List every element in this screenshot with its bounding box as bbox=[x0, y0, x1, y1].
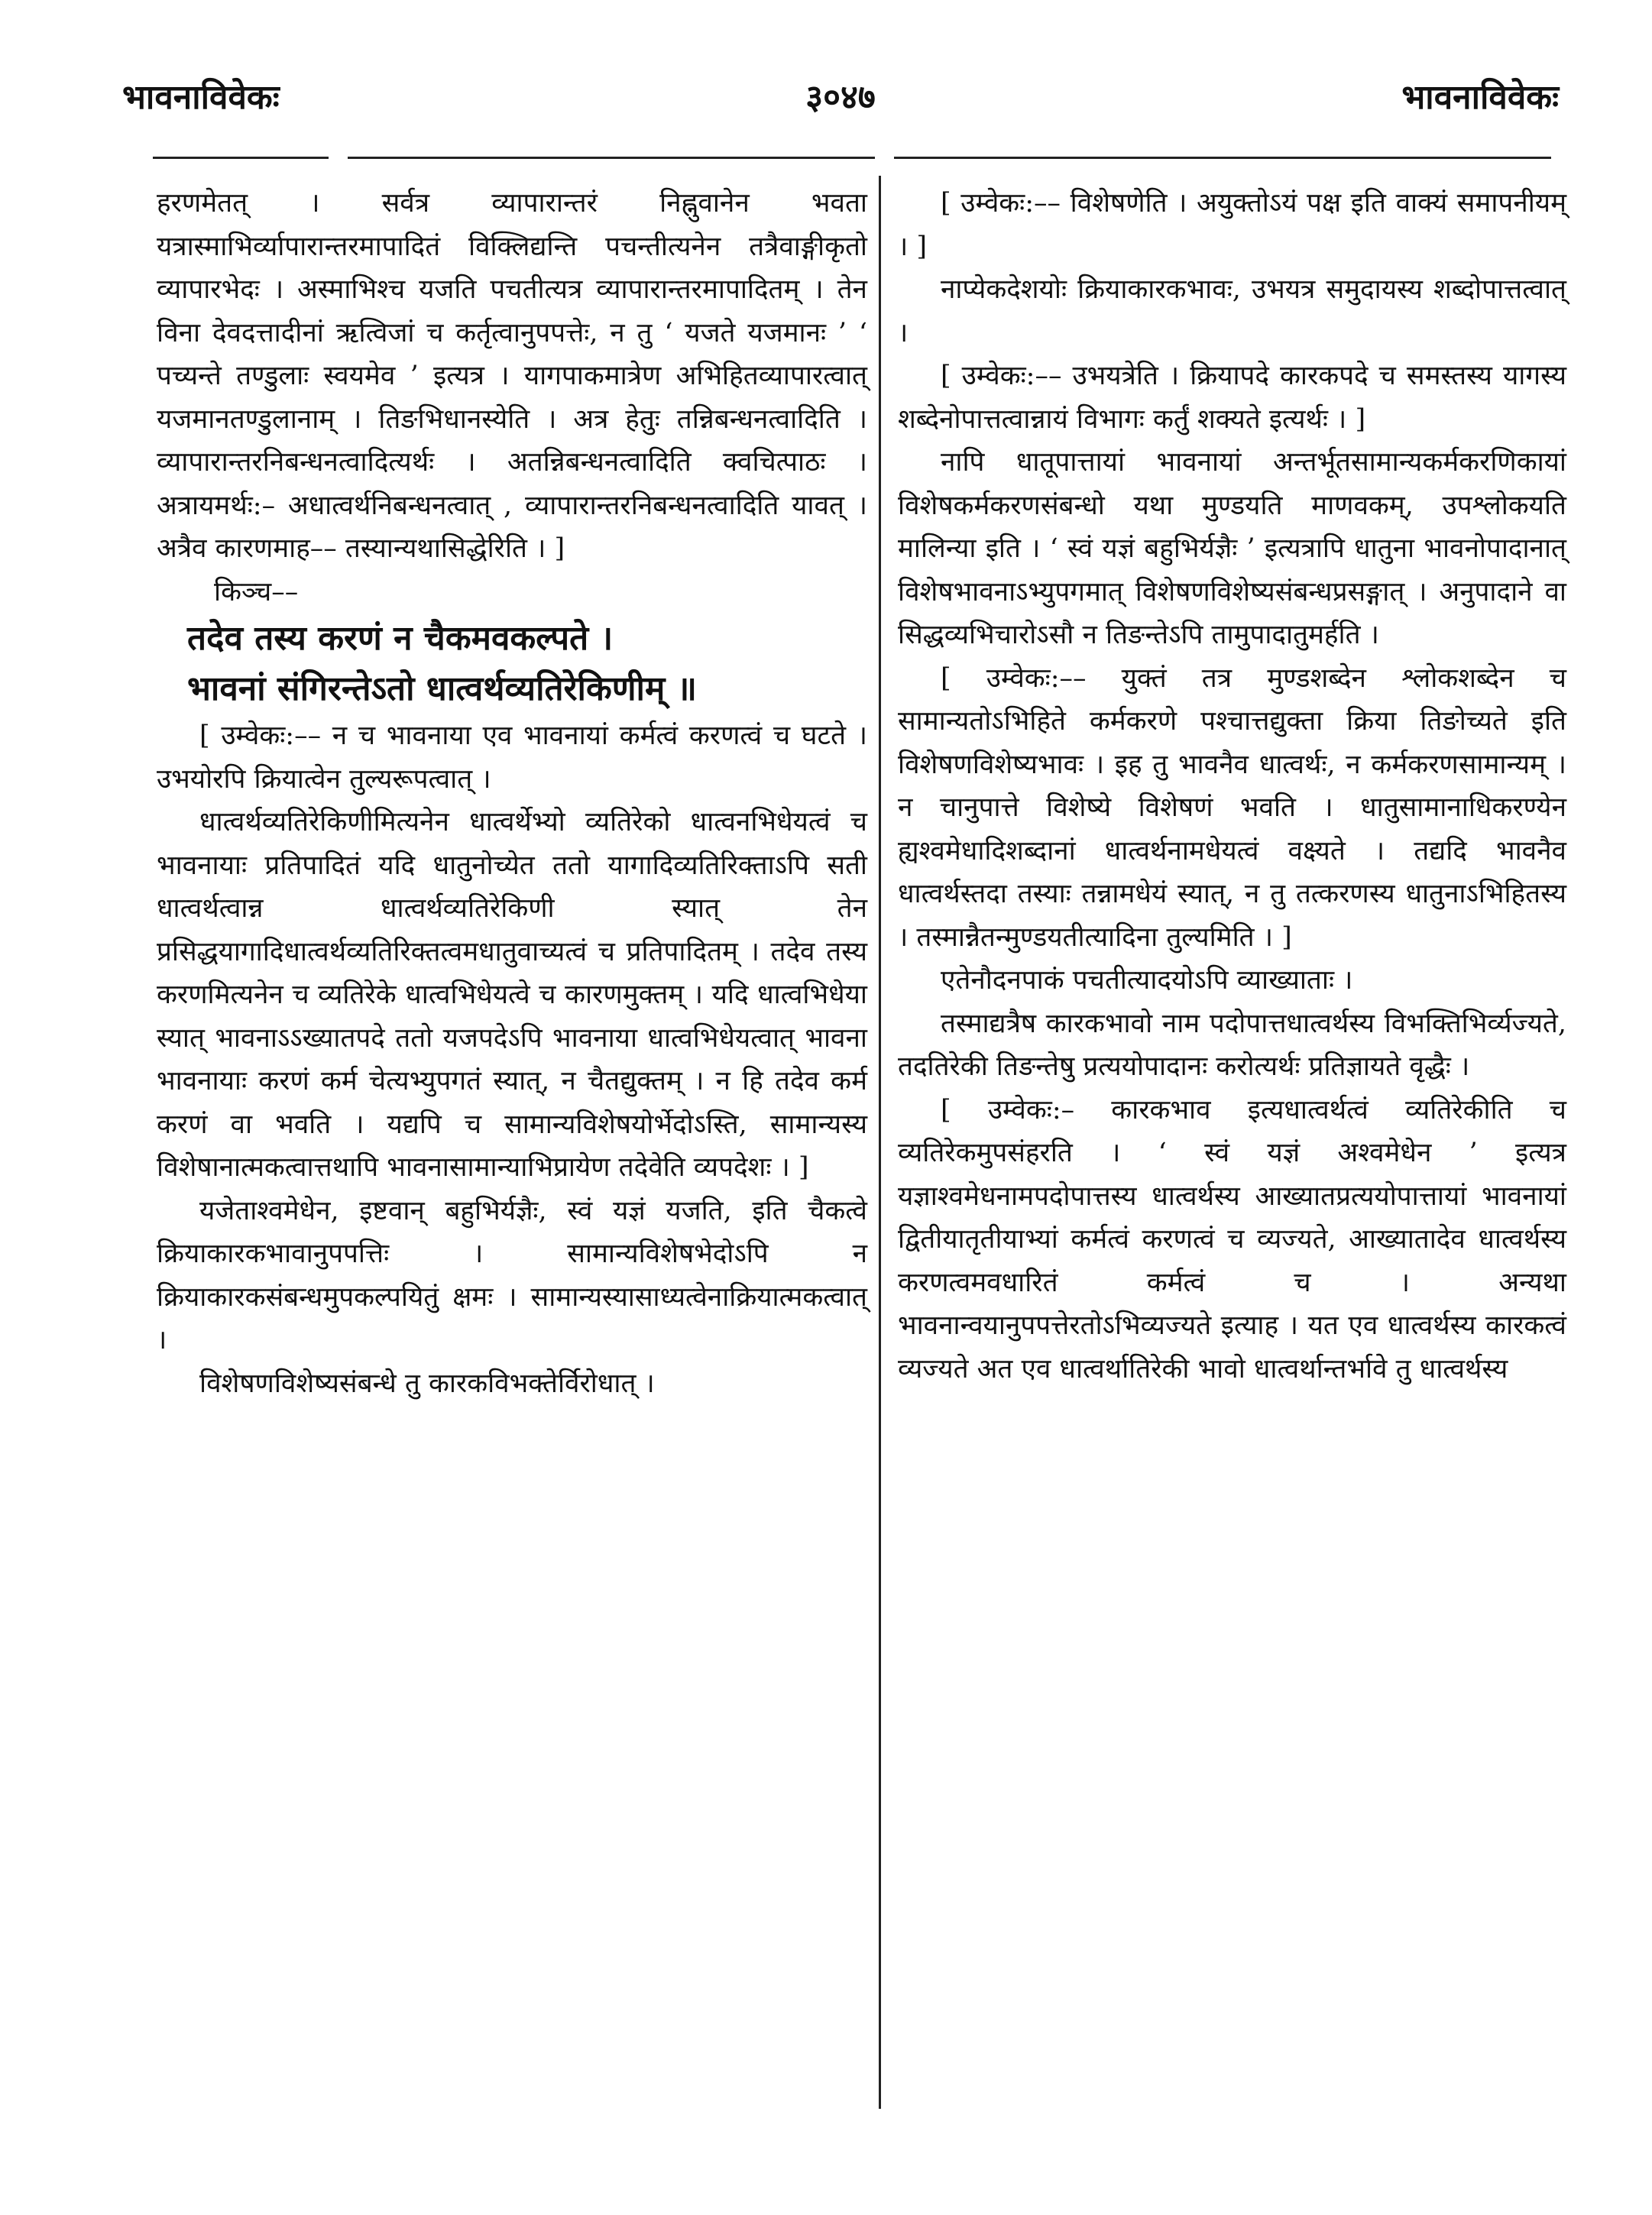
kinca-line: किञ्च–– bbox=[214, 576, 299, 607]
left-paragraph-2: [ उम्वेकः:–– न च भावनाया एव भावनायां कर्मत्वं करणत्वं च घटते । उभयोरपि क्रियात्वेन तुल्यरूपत्वात् । bbox=[157, 721, 867, 795]
running-title-left: भावनाविवेकः bbox=[122, 78, 280, 117]
right-paragraph-7: तस्माद्यत्रैष कारकभावो नाम पदोपात्तधात्वर्थस्य विभक्तिभिर्व्यज्यते, तदतिरेकी तिङन्तेषु प्रत्ययोपादानः करोत्यर्थः प्रतिज्ञायते वृद्धैः । bbox=[898, 1008, 1566, 1082]
right-column bbox=[898, 182, 1566, 1391]
page-header bbox=[122, 73, 1559, 141]
left-column bbox=[157, 182, 867, 1405]
right-paragraph-6: एतेनौदनपाकं पचतीत्यादयोऽपि व्याख्याताः । bbox=[941, 965, 1353, 996]
right-paragraph-1: [ उम्वेकः:–– विशेषणेति । अयुक्तोऽयं पक्ष इति वाक्यं समापनीयम् । ] bbox=[898, 188, 1566, 262]
verse-line-2: भावनां संगिरन्तेऽतो धात्वर्थव्यतिरेकिणीम् ॥ bbox=[187, 669, 697, 708]
left-paragraph-5: विशेषणविशेष्यसंबन्धे तु कारकविभक्तेर्विरोधात् । bbox=[199, 1368, 655, 1399]
right-paragraph-8: [ उम्वेकः:– कारकभाव इत्यधात्वर्थत्वं व्यतिरेकीति च व्यतिरेकमुपसंहरति । ‘ स्वं यज्ञं अश्वमेधेन ’ इत्यत्र यज्ञाश्वमेधनामपदोपात्तस्य धात्वर्थस्य आख्यातप्रत्ययोपात्तायां भावनायां द्वितीयातृतीयाभ्यां कर्मत्वं करणत्वं च व्यज्यते, आख्यातादेव धात्वर्थस्य करणत्वमवधारितं कर्मत्वं च । अन्यथा भावनान्वयानुपपत्तेरतोऽभिव्यज्यते इत्याह । यत एव धात्वर्थस्य कारकत्वं व्यज्यते अत एव धात्वर्थातिरेकी भावो धात्वर्थान्तर्भावे तु धात्वर्थस्य bbox=[898, 1094, 1566, 1384]
left-paragraph-3: धात्वर्थव्यतिरेकिणीमित्यनेन धात्वर्थेभ्यो व्यतिरेको धात्वनभिधेयत्वं च भावनायाः प्रतिपादितं यदि धातुनोच्येत ततो यागादिव्यतिरिक्ताऽपि सती धात्वर्थत्वान्न धात्वर्थव्यतिरेकिणी स्यात् तेन प्रसिद्धयागादिधात्वर्थव्यतिरिक्तत्वमधातुवाच्यत्वं च प्रतिपादितम् । तदेव तस्य करणमित्यनेन च व्यतिरेके धात्वभिधेयत्वे च कारणमुक्तम् । यदि धात्वभिधेया स्यात् भावनाऽऽख्यातपदे ततो यजपदेऽपि भावनाया धात्वभिधेयत्वात् भावना भावनायाः करणं कर्म चेत्यभ्युपगतं स्यात्, न चैतद्युक्तम् । न हि तदेव कर्म करणं वा भवति । यद्यपि च सामान्यविशेषयोर्भेदोऽस्ति, सामान्यस्य विशेषानात्मकत्वात्तथापि भावनासामान्याभिप्रायेण तदेवेति व्यपदेशः । ] bbox=[157, 807, 867, 1183]
running-title-right: भावनाविवेकः bbox=[1401, 78, 1559, 117]
right-paragraph-2: नाप्येकदेशयोः क्रियाकारकभावः, उभयत्र समुदायस्य शब्दोपात्तत्वात् । bbox=[898, 274, 1566, 348]
right-paragraph-3: [ उम्वेकः:–– उभयत्रेति । क्रियापदे कारकपदे च समस्तस्य यागस्य शब्देनोपात्तत्वान्नायं विभागः कर्तुं शक्यते इत्यर्थः । ] bbox=[898, 361, 1566, 435]
page-number: ३०४७ bbox=[805, 78, 876, 117]
right-paragraph-4: नापि धातूपात्तायां भावनायां अन्तर्भूतसामान्यकर्मकरणिकायां विशेषकर्मकरणसंबन्धो यथा मुण्डयति माणवकम्, उपश्लोकयति मालिन्या इति । ‘ स्वं यज्ञं बहुभिर्यज्ञैः ’ इत्यत्रापि धातुना भावनोपादानात् विशेषभावनाऽभ्युपगमात् विशेषणविशेष्यसंबन्धप्रसङ्गात् । अनुपादाने वा सिद्धव्यभिचारोऽसौ न तिङन्तेऽपि तामुपादातुमर्हति । bbox=[898, 447, 1566, 650]
right-paragraph-5: [ उम्वेकः:–– युक्तं तत्र मुण्डशब्देन श्लोकशब्देन च सामान्यतोऽभिहिते कर्मकरणे पश्चात्तद्युक्ता क्रिया तिङोच्यते इति विशेषणविशेष्यभावः । इह तु भावनैव धात्वर्थः, न कर्मकरणसामान्यम् । न चानुपात्ते विशेष्ये विशेषणं भवति । धातुसामानाधिकरण्येन ह्यश्वमेधादिशब्दानां धात्वर्थनामधेयत्वं वक्ष्यते । तद्यदि भावनैव धात्वर्थस्तदा तस्याः तन्नामधेयं स्यात्, न तु तत्करणस्य धातुनाऽभिहितस्य । तस्मान्नैतन्मुण्डयतीत्यादिना तुल्यमिति । ] bbox=[898, 662, 1566, 953]
left-paragraph-1: हरणमेतत् । सर्वत्र व्यापारान्तरं निह्नुवानेन भवता यत्रास्माभिर्व्यापारान्तरमापादितं विक्लिद्यन्ति पचन्तीत्यनेन तत्रैवाङ्गीकृतो व्यापारभेदः । अस्माभिश्च यजति पचतीत्यत्र व्यापारान्तरमापादितम् । तेन विना देवदत्तादीनां ऋत्विजां च कर्तृत्वानुपपत्तेः, न तु ‘ यजते यजमानः ’ ‘ पच्यन्ते तण्डुलाः स्वयमेव ’ इत्यत्र । यागपाकमात्रेण अभिहितव्यापारत्वात् यजमानतण्डुलानाम् । तिङभिधानस्येति । अत्र हेतुः तन्निबन्धनत्वादिति । व्यापारान्तरनिबन्धनत्वादित्यर्थः । अतन्निबन्धनत्वादिति क्वचित्पाठः । अत्रायमर्थः:– अधात्वर्थनिबन्धनत्वात् , व्यापारान्तरनिबन्धनत्वादिति यावत् । अत्रैव कारणमाह–– तस्यान्यथासिद्धेरिति । ] bbox=[157, 188, 867, 564]
header-rule-left bbox=[348, 157, 875, 159]
header-rule-left-short bbox=[153, 157, 329, 159]
header-rule-right bbox=[894, 157, 1551, 159]
verse-line-1: तदेव तस्य करणं न चैकमवकल्पते । bbox=[187, 619, 614, 658]
column-divider bbox=[879, 176, 881, 2109]
left-paragraph-4: यजेताश्वमेधेन, इष्टवान् बहुभिर्यज्ञैः, स्वं यज्ञं यजति, इति चैकत्वे क्रियाकारकभावानुपपत्तिः । सामान्यविशेषभेदोऽपि न क्रियाकारकसंबन्धमुपकल्पयितुं क्षमः । सामान्यस्यासाध्यत्वेनाक्रियात्मकत्वात् । bbox=[157, 1195, 867, 1355]
